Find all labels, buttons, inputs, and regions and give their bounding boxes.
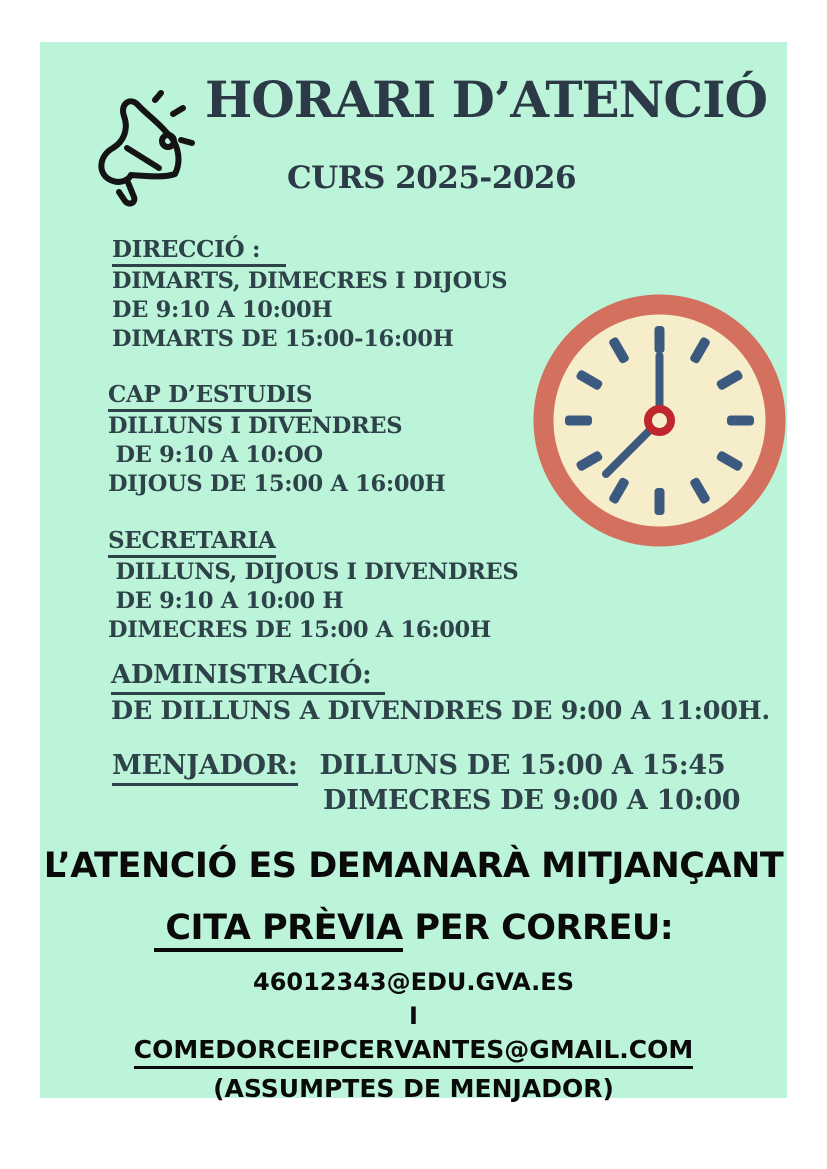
megaphone-icon [85, 90, 207, 208]
schedule-line: DE 9:10 A 10:00 H [108, 588, 344, 615]
email-secondary-text: COMEDORCEIPCERVANTES@GMAIL.COM [134, 1035, 694, 1069]
notice-line-1: L’ATENCIÓ ES DEMANARÀ MITJANÇANT [43, 846, 784, 886]
email-primary: 46012343@EDU.GVA.ES [253, 967, 574, 996]
schedule-line: DIMECRES DE 9:00 A 10:00 [323, 785, 741, 816]
schedule-line: DIJOUS DE 15:00 A 16:00H [108, 471, 446, 498]
schedule-line: DE 9:10 A 10:00H [112, 297, 333, 324]
section-menjador [112, 750, 725, 786]
schedule-line: DILLUNS, DIJOUS I DIVENDRES [108, 559, 519, 586]
notice-line-2 [40, 907, 787, 952]
clock-illustration [532, 293, 787, 548]
section-direccio [112, 236, 507, 354]
course-subtitle: CURS 2025-2026 [287, 160, 577, 196]
section-administracio [111, 660, 770, 728]
section-cap-destudis [108, 381, 446, 499]
section-heading: SECRETARIA [108, 527, 276, 558]
footer-note: (ASSUMPTES DE MENJADOR) [213, 1074, 614, 1104]
schedule-line: DILLUNS DE 15:00 A 15:45 [319, 750, 726, 781]
section-heading: ADMINISTRACIÓ: [111, 660, 385, 695]
section-heading: CAP D’ESTUDIS [108, 381, 312, 412]
page-title: HORARI D’ATENCIÓ [205, 70, 768, 129]
schedule-line: DIMARTS DE 15:00-16:00H [112, 326, 454, 353]
clock-center [648, 409, 671, 432]
schedule-line: DIMARTS, DIMECRES I DIJOUS [112, 268, 508, 295]
cita-previa-underlined: CITA PRÈVIA [154, 910, 403, 952]
schedule-line: DE 9:10 A 10:OO [108, 442, 323, 469]
section-secretaria [108, 527, 518, 645]
notice-line-2-rest: PER CORREU: [402, 907, 674, 948]
section-heading: DIRECCIÓ : [112, 236, 286, 267]
schedule-line: DILLUNS I DIVENDRES [108, 413, 403, 440]
schedule-line: DIMECRES DE 15:00 A 16:00H [108, 617, 491, 644]
section-heading: MENJADOR: [112, 750, 298, 786]
email-secondary [40, 1035, 787, 1069]
schedule-line: DE DILLUNS A DIVENDRES DE 9:00 A 11:00H. [111, 695, 771, 726]
email-connector: I [409, 1001, 418, 1030]
footer-notice [40, 848, 787, 1104]
